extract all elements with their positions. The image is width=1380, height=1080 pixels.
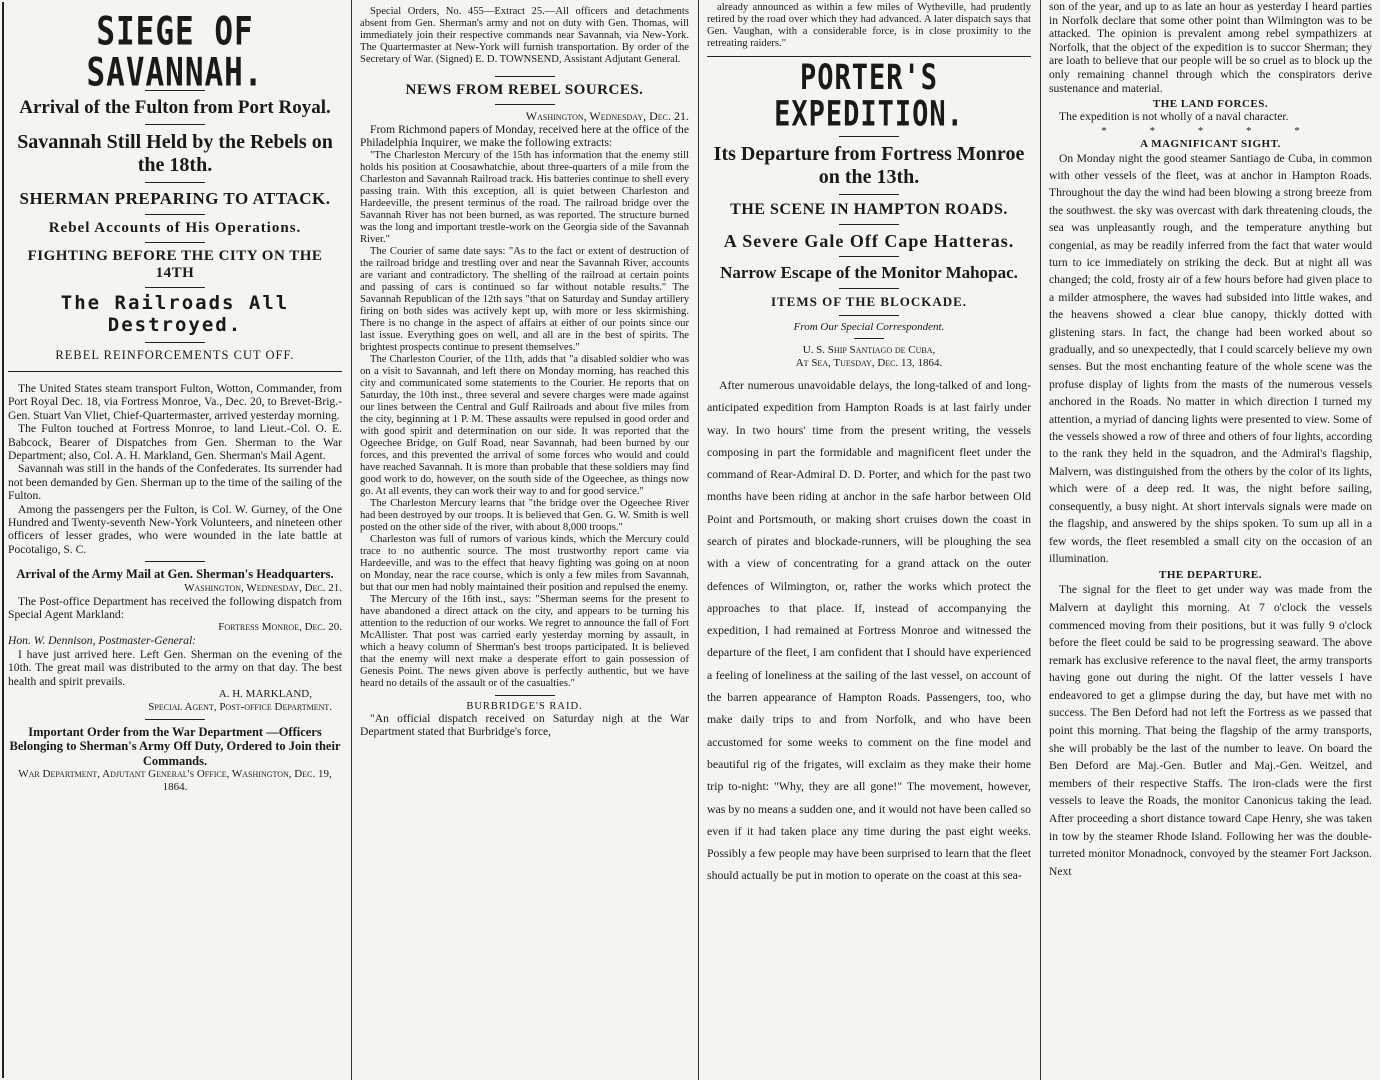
article-paragraph: already announced as within a few miles of Wytheville, had prudently retired by the road over which they had advanced. A later dispatch says that Gen. Vaughan, with a considerable force, is in close proximity to the retreating raiders." [707, 2, 1031, 49]
divider [145, 242, 205, 243]
subhead-rebel-accounts: Rebel Accounts of His Operations. [48, 219, 302, 236]
divider [839, 224, 899, 225]
dateline: At Sea, Tuesday, Dec. 13, 1864. [795, 356, 943, 369]
subhead-reinforcements-cut-off: REBEL REINFORCEMENTS CUT OFF. [55, 347, 295, 362]
subhead-severe-gale: A Severe Gale Off Cape Hatteras. [723, 230, 1015, 251]
article-paragraph: From Richmond papers of Monday, received here at the office of the Philadelphia Inquirer, we make the following extracts: [360, 123, 689, 150]
subhead-sherman-preparing: SHERMAN PREPARING TO ATTACK. [19, 188, 331, 208]
divider [839, 288, 899, 289]
divider [839, 194, 899, 195]
article-paragraph: The Charleston Mercury learns that "the bridge over the Ogeechee River had been destroyed by our troops. It is believed that Gen. G. W. Smith is well posted on the other side of the river, with about 8,000 troops." [360, 497, 689, 533]
divider [495, 695, 555, 696]
article-paragraph: The expedition is not wholly of a naval character. [1059, 110, 1289, 124]
dateline: Washington, Wednesday, Dec. 21. [184, 581, 342, 594]
article-paragraph: Among the passengers per the Fulton, is Col. W. Gurney, of the One Hundred and Twenty-seventh New-York Volunteers, and nineteen other officers of lesser grades, who were wounded in the late battle at Pocotaligo, S. C. [8, 502, 342, 556]
subhead-savannah-still-held: Savannah Still Held by the Rebels on the 18th. [17, 130, 333, 176]
divider [145, 214, 205, 215]
subhead-important-order: Important Order from the War Department —Officers Belonging to Sherman's Army Off Duty, Ordered to Join their Commands. [9, 724, 341, 768]
subhead-land-forces: THE LAND FORCES. [1152, 98, 1269, 111]
subhead-burbridges-raid: BURBRIDGE'S RAID. [466, 700, 583, 712]
headline-news-from-rebel-sources: NEWS FROM REBEL SOURCES. [405, 82, 644, 98]
divider [707, 56, 1031, 57]
article-paragraph: The Charleston Courier, of the 11th, adds that "a disabled soldier who was on a visit to Savannah, and left there on Monday morning, has reached this city and communicated some statements to the Courier. He reports that on Saturday, the 10th inst., three several and severe charges were made against our lines between the Central and Gulf Railroads and about five miles from the city, beginning at 1 P. M. These assaults were repulsed in good order and with good spirit and determination on our side. It was reported that the Ogeechee Bridge, on Gulf Road, near Savannah, had been burned by our forces, and this prevented the arrival of some forces who would and could have reached Savannah. It is more than probable that these soldiers may find good work to do, however, on the south side of the Ogeechee, as things now go. At all events, they can work their way to and for good service." [360, 353, 689, 497]
salutation: Hon. W. Dennison, Postmaster-General: [8, 634, 197, 648]
article-paragraph: Special Orders, No. 455—Extract 25.—All officers and detachments absent from Gen. Sherman's army and not on duty with Gen. Thomas, will immediately join their respective commands near Savannah, via New-York. The Quartermaster at New-York will furnish transportation. By order of the Secretary of War. (Signed) E. D. TOWNSEND, Assistant Adjutant General. [360, 6, 689, 65]
column-2 [352, 0, 697, 1080]
dateline: Washington, Wednesday, Dec. 21. [525, 109, 689, 123]
article-paragraph: son of the year, and up to as late an hour as yesterday I heard parties in Norfolk declare that some other point than Wilmington was to be attacked. The opinion is prevalent among rebel sympathizers at Norfolk, that the object of the expedition is to succor Sherman; they are loath to believe that our people will be so cruel as to block up the only remaining channel through which the conspirators derive sustenance and material. [1049, 0, 1372, 95]
divider [145, 561, 205, 562]
article-paragraph: "The Charleston Mercury of the 15th has information that the enemy still holds his position at Coosawhatchie, about three-quarters of a mile from the Charleston and Savannah Railroad track. His batteries continue to shell every passing train. With this exception, all is quiet between Charleston and Hardeeville, the present terminus of the road. The railroad bridge over the Savannah River has not been burned, as was reported. The structure burned was the long and important trestle-work on the Georgia side of the Savannah River." [360, 149, 689, 245]
article-paragraph: Savannah was still in the hands of the Confederates. Its surrender had not been demanded by Gen. Sherman up to the time of the sailing of the Fulton. [8, 462, 342, 503]
divider [839, 315, 899, 316]
article-paragraph: The United States steam transport Fulton, Wotton, Commander, from Port Royal Dec. 18, via Fortress Monroe, Va., Dec. 20, to Brevet-Brig.-Gen. Stuart Van Vliet, Chief-Quartermaster, arrived yesterday morning. [8, 381, 342, 422]
dateline: War Department, Adjutant General's Office, Washington, Dec. 19, 1864. [18, 768, 332, 794]
subhead-army-mail: Arrival of the Army Mail at Gen. Sherman's Headquarters. [16, 567, 334, 582]
dateline: Fortress Monroe, Dec. 20. [218, 621, 342, 634]
article-paragraph: The Post-office Department has received the following dispatch from Special Agent Markland: [8, 594, 342, 621]
divider [145, 124, 205, 125]
article-paragraph: "An official dispatch received on Saturday nigh at the War Department stated that Burbridge's force, [360, 711, 689, 739]
divider [8, 371, 342, 372]
signature-title: Special Agent, Post-office Department. [148, 700, 332, 713]
signature: A. H. MARKLAND, [218, 687, 312, 700]
article-paragraph: I have just arrived here. Left Gen. Sherman on the evening of the 10th. The great mail was distributed to the army on that day. The best health and spirit prevails. [8, 647, 342, 688]
subhead-items-of-blockade: ITEMS OF THE BLOCKADE. [770, 293, 968, 309]
headline-siege-of-savannah: SIEGE OF SAVANNAH. [86, 9, 264, 96]
divider [839, 256, 899, 257]
divider [145, 182, 205, 183]
article-paragraph: Charleston was full of rumors of various kinds, which the Mercury could trace to no authentic source. The most trustworthy report came via Hardeeville, and was to the effect that heavy fighting was going on at noon on Monday, near the race course, which is only a few miles from Savannah, but that our men had nobly maintained their position and repulsed the enemy. [360, 533, 689, 593]
subhead-railroads-destroyed: The Railroads All Destroyed. [60, 292, 290, 337]
article-paragraph: On Monday night the good steamer Santiago de Cuba, in common with other vessels of the fleet, was at anchor in Hampton Roads. Throughout the day the wind had been blowing a strong breeze from the southwest. the sky was overcast with dark threatening clouds, the sea was unpleasantly rough, and the temperature anything but congenial, as may be readily inferred from the fact that water would turn to ice immediately on striking the deck. But at night all was changed; the cold, frosty air of a few hours before had given place to a milder atmosphere, the waves had subsided into little wakes, and the heavens showed a clear blue canopy, thickly dotted with glistening stars. In fact, the change had been worked about so gradually, and so unexpectedly, that I could scarcely believe my own senses. But the most enchanting feature of the whole scene was the profuse display of lights from the masts of the numerous vessels anchored in the Roads. No matter in which direction I turned my attention, a myriad of dancing lights were presented to view. Some of the vessels showed a row of three and others of four lights, according to the rank they held in the squadron, and the Admiral's flagship, Malvern, was distinguished from the others by the color of its lights, which were of a deep red. It was, the night before sailing, consequently, a busy night. At short intervals signals were made on the flagship, and answered by the ships spoken. To sum up all in a few words, the fleet resembled a small city on the occasion of an illumination. [1049, 151, 1372, 565]
divider [839, 136, 899, 137]
headline-porters-expedition: PORTER'S EXPEDITION. [774, 57, 964, 136]
column-3 [699, 0, 1039, 1080]
article-paragraph: After numerous unavoidable delays, the long-talked of and long-anticipated expedition from Hampton Roads is at last fairly under way. In two hours' time from the present writing, the vessels composing in part the formidable and magnificent fleet under the command of Rear-Admiral D. D. Porter, and which for the past two months have been riding at anchor in the safe harbor between Old Point and Portsmouth, or making short cruises down the coast in search of pirates and blockade-runners, will be ploughing the sea with a view of concentrating for a grand attack on the outer defences of Wilmington, or, rather the works which protect the approaches to that place. If, instead of accompanying the expedition, I had remained at Fortress Monroe and witnessed the departure of the fleet, I am confident that I should have experienced a feeling of loneliness at the sailing of the last vessel, on account of the barren appearance of Hampton Roads. Passengers, too, who make daily trips to and from Norfolk, and who have been accustomed for some weeks to comment on the fine model and beautiful rig of the frigates, will exclaim as they make their home trip to-night: "Why, they are all gone!" The movement, however, was by no means a sudden one, and it would not have been called so even if it had taken place any time during the past eight weeks. Possibly a few people may have been surprised to learn that the fleet should actually be put in motion to operate on the coast at this sea- [707, 377, 1031, 883]
divider [854, 338, 884, 339]
subhead-scene-hampton-roads: THE SCENE IN HAMPTON ROADS. [730, 200, 1008, 218]
subhead-narrow-escape-mahopac: Narrow Escape of the Monitor Mahopac. [720, 263, 1018, 283]
subhead-arrival-of-fulton: Arrival of the Fulton from Port Royal. [19, 97, 331, 119]
subhead-departure-fortress-monroe: Its Departure from Fortress Monroe on the 13th. [713, 142, 1025, 188]
subhead-fighting-before-city: FIGHTING BEFORE THE CITY ON THE 14TH [27, 248, 323, 282]
dateline: U. S. Ship Santiago de Cuba, [802, 343, 936, 356]
divider [145, 287, 205, 288]
subhead-magnificent-sight: A MAGNIFICANT SIGHT. [1140, 137, 1281, 150]
divider [495, 76, 555, 77]
divider [145, 342, 205, 343]
article-paragraph: The Fulton touched at Fortress Monroe, to land Lieut.-Col. O. E. Babcock, Bearer of Dispatches from Gen. Sherman to the War Department; also, Col. A. H. Markland, Gen. Sherman's Mail Agent. [8, 422, 342, 462]
subhead-the-departure: THE DEPARTURE. [1159, 569, 1262, 582]
column-1 [0, 0, 350, 1080]
divider [495, 104, 555, 105]
divider [145, 719, 205, 720]
column-4 [1041, 0, 1380, 1080]
correspondent-line: From Our Special Correspondent. [793, 320, 945, 333]
ellipsis-stars: * * * * * [1101, 124, 1320, 137]
article-paragraph: The Mercury of the 16th inst., says: "Sherman seems for the present to have abandoned a direct attack on the city, and appears to be turning his attention to the reduction of our works. We regret to announce the fall of Fort McAllister. That post was carried early yesterday morning by assault, in which a heavy column of Sherman's best troops participated. It is believed that the enemy will next make a desperate effort to gain possession of Genesis Point. The news given above is perfectly authentic, but we have heard no details of the assault or of the casualties." [360, 593, 689, 689]
article-paragraph: The Courier of same date says: "As to the fact or extent of destruction of the railroad bridge and trestling over and near the Savannah River, accounts are variant and contradictory. The shelling of the railroad at certain points and passing of cars is continued so far without notable results." The Savannah Republican of the 12th says "that on Saturday and Sunday artillery firing on both sides was actively kept up, with more or less skirmishing. There is no change in the aspect of affairs at either of our points since our last issue. Everything goes on well, and all are in the best of spirits. The brightest prospects continue to present themselves." [360, 245, 689, 353]
article-paragraph: The signal for the fleet to get under way was made from the Malvern at daylight this morning. At 7 o'clock the vessels commenced moving from their positions, but it was fully 9 o'clock before the fleet could be said to be progressing seaward. The above remark has exclusive reference to the naval fleet, the army transports having gone out during the night. Of the latter vessels I have endeavored to get a glimpse during the day, but have met with no success. The Ben Deford had not left the Fortress as we passed that point this morning. That being the flagship of the army transports, she will probably be the last of the number to leave. On board the Ben Deford are Maj.-Gen. Butler and Maj.-Gen. Weitzel, and members of their respective Staffs. The iron-clads were the first vessels to leave the Roads, the monitor Canonicus taking the lead. After proceeding a short distance toward Cape Henry, she was taken in tow by the steamer Rhode Island. Following her was the double-turreted monitor Monadnock, convoyed by the steamer Fort Jackson. Next [1049, 583, 1372, 878]
